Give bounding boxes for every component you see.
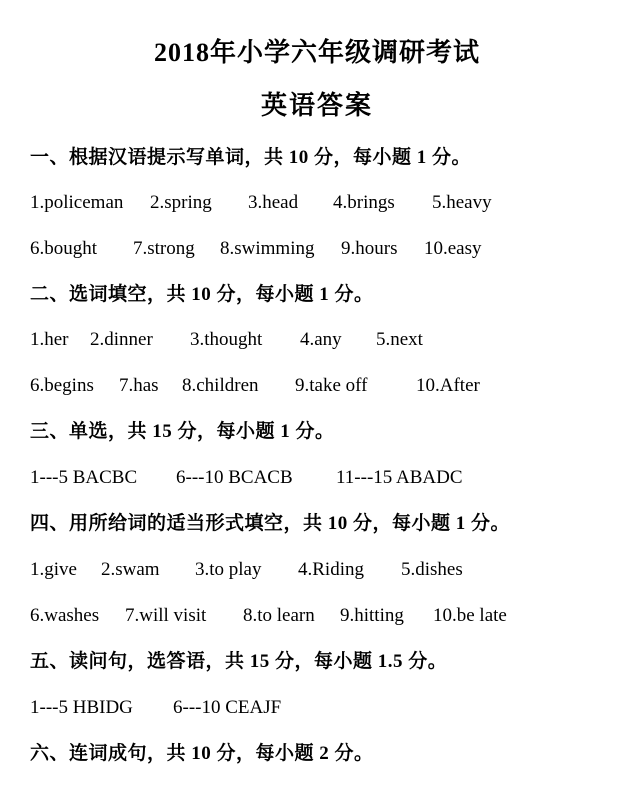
answer-item: 4.any xyxy=(300,329,342,350)
answer-item: 6.bought xyxy=(30,238,98,259)
section-6-heading: 六、连词成句，共 10 分，每小题 2 分。 xyxy=(30,743,374,764)
section-1-answers-row-2 xyxy=(30,234,610,264)
answer-item: 4.brings xyxy=(333,192,395,213)
answer-item: 1.her xyxy=(30,329,69,350)
answer-item: 1.give xyxy=(30,559,77,580)
answer-item: 5.heavy xyxy=(432,192,492,213)
answer-item: 6---10 CEAJF xyxy=(173,697,282,718)
answer-item: 6.begins xyxy=(30,375,94,396)
section-4-heading: 四、用所给词的适当形式填空，共 10 分，每小题 1 分。 xyxy=(30,513,511,534)
answer-item: 2.spring xyxy=(150,192,212,213)
answer-item: 2.swam xyxy=(101,559,160,580)
answer-item: 4.Riding xyxy=(298,559,364,580)
answer-item: 2.dinner xyxy=(90,329,153,350)
section-1-answers-row-1 xyxy=(30,188,610,218)
answer-item: 8.to learn xyxy=(243,605,315,626)
section-4-answers-row-1 xyxy=(30,555,610,585)
answer-item: 8.swimming xyxy=(220,238,315,259)
answer-item: 9.hitting xyxy=(340,605,404,626)
section-2-answers-row-1 xyxy=(30,325,610,355)
answer-item: 1.policeman xyxy=(30,192,124,213)
section-5-answers-row-1 xyxy=(30,693,610,723)
answer-item: 5.dishes xyxy=(401,559,463,580)
answer-item: 7.has xyxy=(119,375,159,396)
answer-item: 1---5 HBIDG xyxy=(30,697,133,718)
answer-item: 7.will visit xyxy=(125,605,207,626)
answer-item: 6.washes xyxy=(30,605,100,626)
answer-item: 9.hours xyxy=(341,238,398,259)
answer-item: 8.children xyxy=(182,375,259,396)
answer-item: 3.head xyxy=(248,192,299,213)
answer-item: 7.strong xyxy=(133,238,195,259)
section-3-answers-row-1 xyxy=(30,463,610,493)
section-1-heading: 一、根据汉语提示写单词，共 10 分，每小题 1 分。 xyxy=(30,147,472,168)
answer-item: 11---15 ABADC xyxy=(336,467,463,488)
section-2-answers-row-2 xyxy=(30,371,610,401)
page-subtitle: 英语答案 xyxy=(260,91,373,120)
answer-item: 10.be late xyxy=(433,605,507,626)
answer-item: 10.easy xyxy=(424,238,482,259)
answer-item: 5.next xyxy=(376,329,423,350)
section-5-heading: 五、读问句，选答语，共 15 分，每小题 1.5 分。 xyxy=(30,651,448,672)
answer-item: 3.thought xyxy=(190,329,263,350)
section-3-heading: 三、单选，共 15 分，每小题 1 分。 xyxy=(30,421,335,442)
answer-item: 6---10 BCACB xyxy=(176,467,293,488)
section-2-heading: 二、选词填空，共 10 分，每小题 1 分。 xyxy=(30,284,374,305)
answer-item: 1---5 BACBC xyxy=(30,467,138,488)
answer-item: 9.take off xyxy=(295,375,368,396)
section-4-answers-row-2 xyxy=(30,601,610,631)
page-title: 2018年小学六年级调研考试 xyxy=(153,38,480,67)
answer-item: 10.After xyxy=(416,375,480,396)
answer-item: 3.to play xyxy=(195,559,262,580)
